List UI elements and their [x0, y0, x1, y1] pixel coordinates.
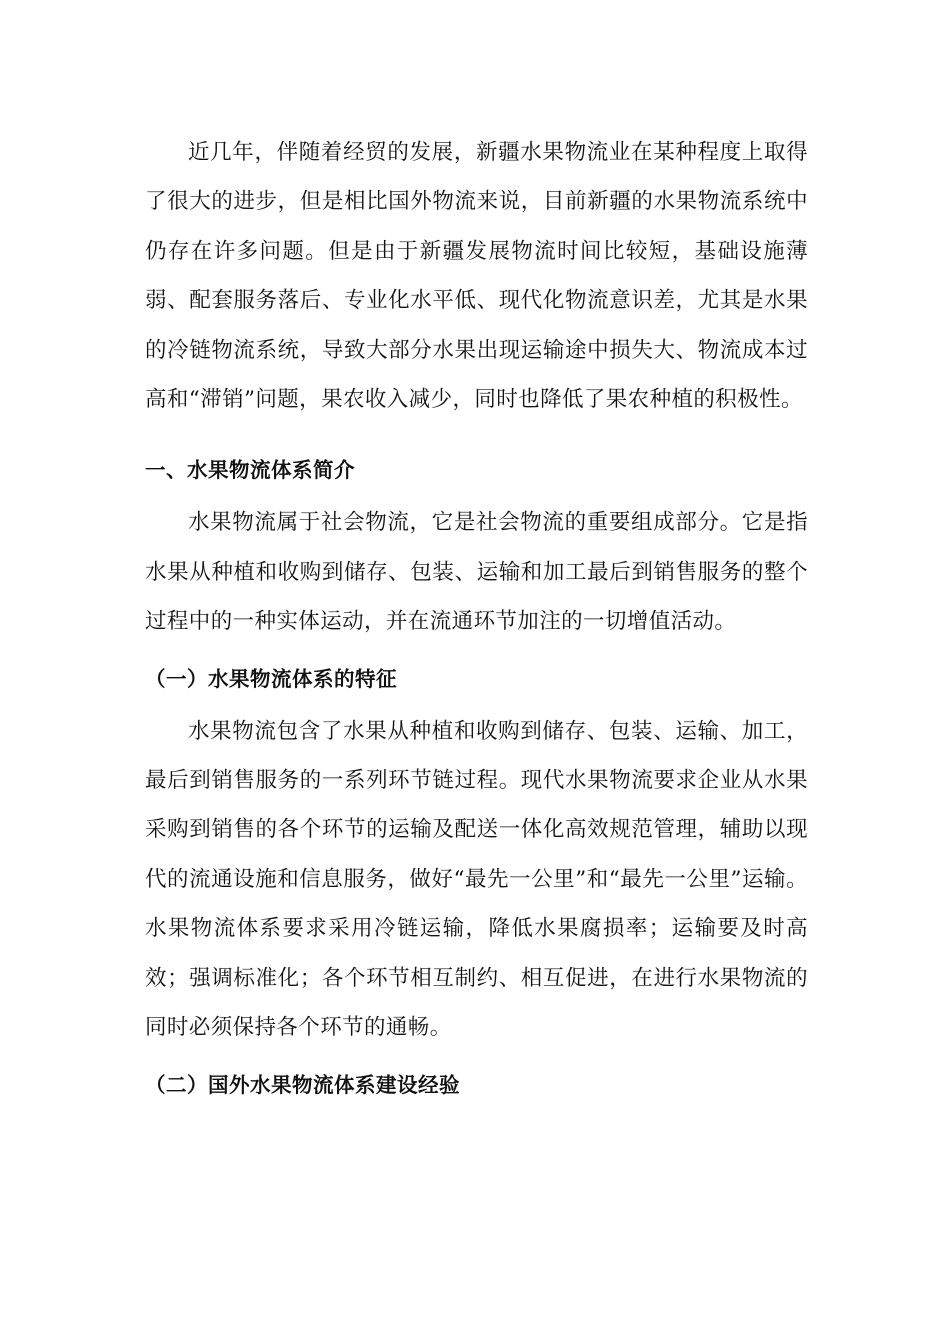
paragraph-features: 水果物流包含了水果从种植和收购到储存、包装、运输、加工，最后到销售服务的一系列环节链过程。现代水果物流要求企业从水果采购到销售的各个环节的运输及配送一体化高效规范管理，辅助以现代的流通设施和信息服务，做好“最先一公里”和“最先一公里”运输。水果物流体系要求采用冷链运输，降低水果腐损率；运输要及时高效；强调标准化；各个环节相互制约、相互促进，在进行水果物流的同时必须保持各个环节的通畅。	[145, 718, 808, 1041]
paragraph-overview: 水果物流属于社会物流，它是社会物流的重要组成部分。它是指水果从种植和收购到储存、包装、运输和加工最后到销售服务的整个过程中的一种实体运动，并在流通环节加注的一切增值活动。	[145, 510, 808, 635]
document-body	[145, 128, 808, 1100]
paragraph-intro: 近几年，伴随着经贸的发展，新疆水果物流业在某种程度上取得了很大的进步，但是相比国外物流来说，目前新疆的水果物流系统中仍存在许多问题。但是由于新疆发展物流时间比较短，基础设施薄弱、配套服务落后、专业化水平低、现代化物流意识差，尤其是水果的冷链物流系统，导致大部分水果出现运输途中损失大、物流成本过高和“滞销”问题，果农收入减少，同时也降低了果农种植的积极性。	[145, 140, 808, 413]
spacer	[145, 647, 808, 664]
spacer	[145, 694, 808, 707]
spacer	[145, 485, 808, 498]
section-heading-1: 一、水果物流体系简介	[145, 458, 355, 483]
spacer	[145, 424, 808, 455]
subsection-heading-2: （二）国外水果物流体系建设经验	[145, 1072, 460, 1097]
spacer	[145, 1053, 808, 1070]
subsection-heading-1: （一）水果物流体系的特征	[145, 666, 397, 691]
